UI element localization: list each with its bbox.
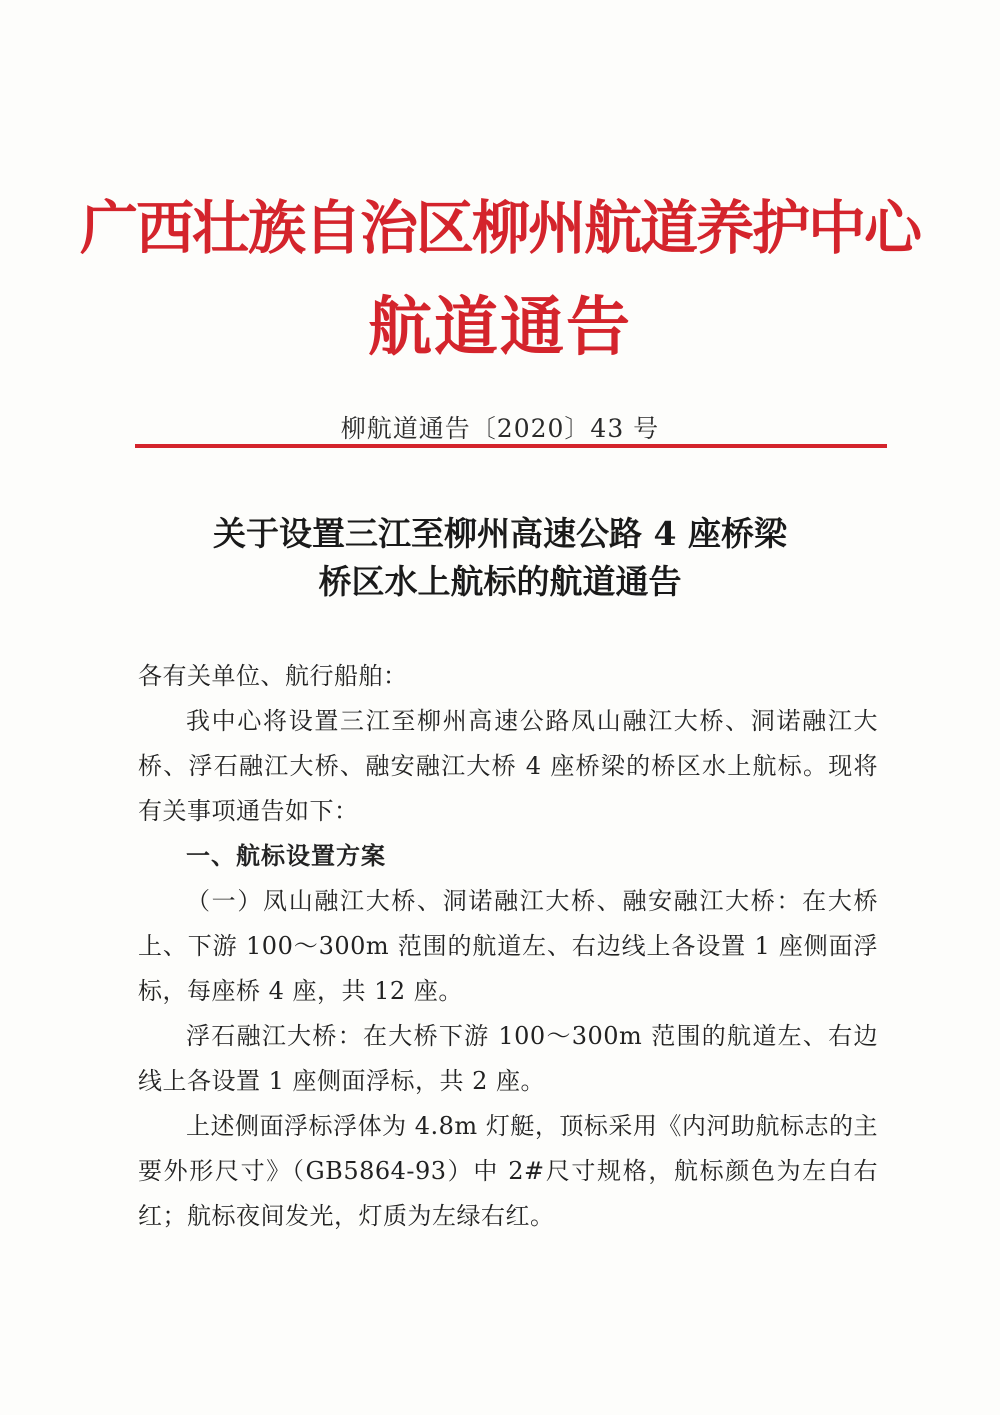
notice-title-line-2: 桥区水上航标的航道通告 (318, 562, 682, 601)
organization-name: 广西壮族自治区柳州航道养护中心 (79, 194, 920, 262)
document-type: 航道通告 (368, 290, 632, 365)
notice-title-line-1: 关于设置三江至柳州高速公路 4 座桥梁 (213, 514, 787, 553)
section-paragraph-2: 浮石融江大桥：在大桥下游 100～300m 范围的航道左、右边线上各设置 1 座侧面浮标，共 2 座。 (138, 1022, 878, 1095)
red-divider-rule (135, 444, 887, 448)
intro-paragraph: 我中心将设置三江至柳州高速公路凤山融江大桥、洞诺融江大桥、浮石融江大桥、融安融江大桥 4 座桥梁的桥区水上航标。现将有关事项通告如下： (138, 707, 878, 825)
section-heading: 一、航标设置方案 (186, 842, 386, 870)
salutation: 各有关单位、航行船舶： (138, 662, 408, 690)
section-paragraph-1: （一）凤山融江大桥、洞诺融江大桥、融安融江大桥：在大桥上、下游 100～300m 范围的航道左、右边线上各设置 1 座侧面浮标，每座桥 4 座，共 12 座。 (138, 887, 878, 1005)
notice-body (138, 654, 878, 1239)
document-number: 柳航道通告〔2020〕43 号 (340, 414, 660, 443)
section-paragraph-3: 上述侧面浮标浮体为 4.8m 灯艇，顶标采用《内河助航标志的主要外形尺寸》（GB5864-93）中 2#尺寸规格，航标颜色为左白右红；航标夜间发光，灯质为左绿右红。 (138, 1112, 878, 1230)
